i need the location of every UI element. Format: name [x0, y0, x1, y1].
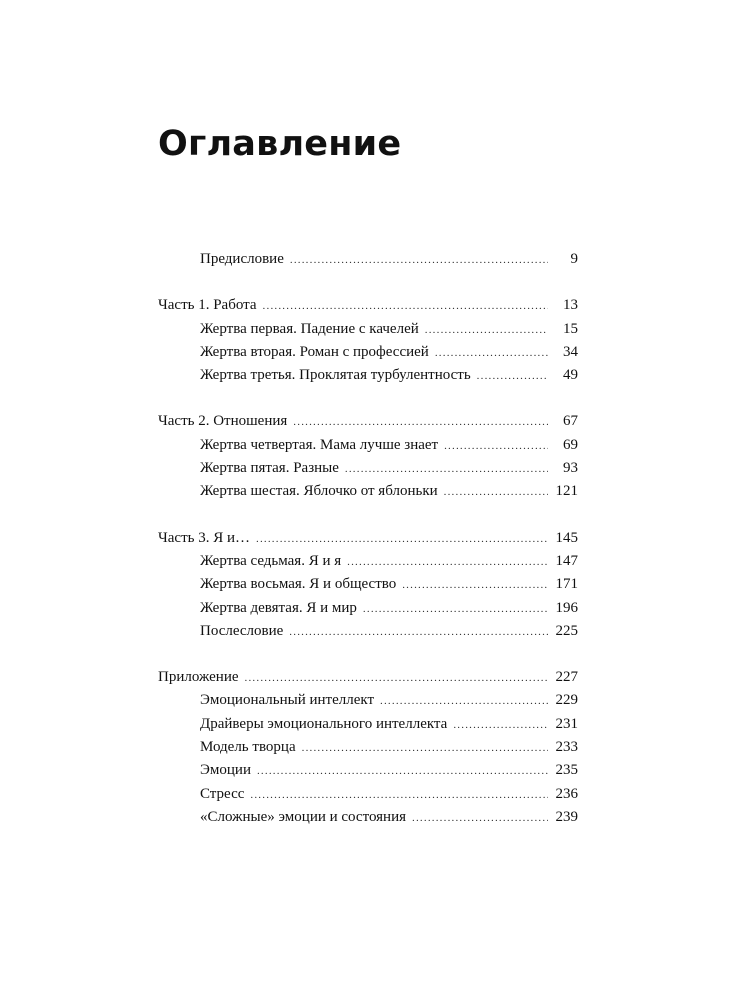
toc-chapter-entry[interactable] — [158, 457, 578, 480]
toc-chapter-entry[interactable] — [158, 434, 578, 457]
toc-dot-leader — [444, 435, 548, 458]
toc-page-number: 147 — [555, 552, 578, 569]
toc-dot-leader — [425, 319, 548, 342]
toc-group — [158, 248, 578, 271]
toc-part-entry[interactable] — [158, 294, 578, 317]
toc-entry-label: Эмоциональный интеллект — [200, 692, 375, 709]
toc-group — [158, 294, 578, 387]
toc-chapter-entry[interactable] — [158, 573, 578, 596]
toc-chapter-entry[interactable] — [158, 806, 578, 829]
table-of-contents — [158, 248, 578, 852]
toc-chapter-entry[interactable] — [158, 597, 578, 620]
toc-dot-leader — [250, 784, 548, 807]
toc-dot-leader — [345, 458, 548, 481]
toc-entry-label: Часть 1. Работа — [158, 297, 257, 314]
toc-entry-label: Послесловие — [200, 622, 284, 639]
toc-chapter-entry[interactable] — [158, 713, 578, 736]
toc-page-number: 67 — [563, 413, 578, 430]
toc-dot-leader — [245, 667, 548, 690]
toc-page-number: 121 — [555, 483, 578, 500]
toc-entry-label: Стресс — [200, 785, 245, 802]
toc-page-number: 235 — [555, 762, 578, 779]
toc-page-number: 34 — [563, 343, 578, 360]
toc-page-number: 93 — [563, 460, 578, 477]
toc-chapter-entry[interactable] — [158, 783, 578, 806]
toc-entry-label: Модель творца — [200, 739, 296, 756]
toc-entry-label: Жертва восьмая. Я и общество — [200, 576, 397, 593]
toc-page-number: 233 — [555, 739, 578, 756]
toc-entry-label: Предисловие — [200, 251, 284, 267]
page-title: Оглавление — [158, 124, 402, 164]
toc-group — [158, 527, 578, 643]
toc-dot-leader — [477, 365, 548, 388]
toc-dot-leader — [290, 249, 548, 272]
toc-entry-label: Приложение — [158, 669, 239, 686]
toc-page-number: 13 — [563, 297, 578, 314]
toc-dot-leader — [293, 411, 548, 434]
toc-entry-label: Драйверы эмоционального интеллекта — [200, 715, 448, 732]
toc-chapter-entry[interactable] — [158, 689, 578, 712]
toc-chapter-entry[interactable] — [158, 759, 578, 782]
toc-dot-leader — [435, 342, 548, 365]
toc-dot-leader — [289, 621, 548, 644]
toc-page-number: 49 — [563, 367, 578, 384]
toc-part-entry[interactable] — [158, 410, 578, 433]
toc-page-number: 171 — [555, 576, 578, 593]
toc-chapter-entry[interactable] — [158, 480, 578, 503]
toc-page-number: 145 — [555, 529, 578, 546]
toc-chapter-entry[interactable] — [158, 248, 578, 271]
toc-chapter-entry[interactable] — [158, 550, 578, 573]
toc-entry-label: Жертва первая. Падение с качелей — [200, 320, 419, 337]
toc-entry-label: Жертва вторая. Роман с профессией — [200, 343, 429, 360]
toc-chapter-entry[interactable] — [158, 736, 578, 759]
toc-entry-label: Часть 2. Отношения — [158, 413, 288, 430]
toc-part-entry[interactable] — [158, 527, 578, 550]
toc-page-number: 231 — [555, 715, 578, 732]
toc-page-number: 9 — [570, 251, 578, 267]
toc-dot-leader — [402, 574, 548, 597]
toc-dot-leader — [347, 551, 548, 574]
toc-dot-leader — [263, 295, 548, 318]
toc-page-number: 239 — [555, 808, 578, 825]
toc-entry-label: Жертва шестая. Яблочко от яблоньки — [200, 483, 438, 500]
toc-page-number: 196 — [555, 599, 578, 616]
toc-page-number: 225 — [555, 622, 578, 639]
toc-page-number: 69 — [563, 436, 578, 453]
toc-entry-label: «Сложные» эмоции и состояния — [200, 808, 407, 825]
toc-page-number: 15 — [563, 320, 578, 337]
toc-chapter-entry[interactable] — [158, 318, 578, 341]
toc-dot-leader — [453, 714, 548, 737]
toc-dot-leader — [363, 598, 548, 621]
toc-chapter-entry[interactable] — [158, 364, 578, 387]
toc-page-number: 227 — [555, 669, 578, 686]
toc-dot-leader — [444, 481, 548, 504]
toc-group — [158, 666, 578, 829]
toc-entry-label: Жертва четвертая. Мама лучше знает — [200, 436, 439, 453]
toc-dot-leader — [257, 760, 548, 783]
toc-page-number: 236 — [555, 785, 578, 802]
toc-entry-label: Эмоции — [200, 762, 251, 779]
toc-entry-label: Жертва пятая. Разные — [200, 460, 339, 477]
toc-entry-label: Жертва седьмая. Я и я — [200, 552, 342, 569]
toc-chapter-entry[interactable] — [158, 620, 578, 643]
toc-page-number: 229 — [555, 692, 578, 709]
toc-part-entry[interactable] — [158, 666, 578, 689]
toc-dot-leader — [412, 807, 548, 830]
toc-entry-label: Жертва третья. Проклятая турбулентность — [200, 367, 471, 384]
toc-dot-leader — [302, 737, 548, 760]
toc-dot-leader — [380, 690, 548, 713]
toc-chapter-entry[interactable] — [158, 341, 578, 364]
toc-entry-label: Часть 3. Я и… — [158, 529, 250, 546]
toc-entry-label: Жертва девятая. Я и мир — [200, 599, 357, 616]
toc-group — [158, 410, 578, 503]
toc-dot-leader — [256, 528, 548, 551]
